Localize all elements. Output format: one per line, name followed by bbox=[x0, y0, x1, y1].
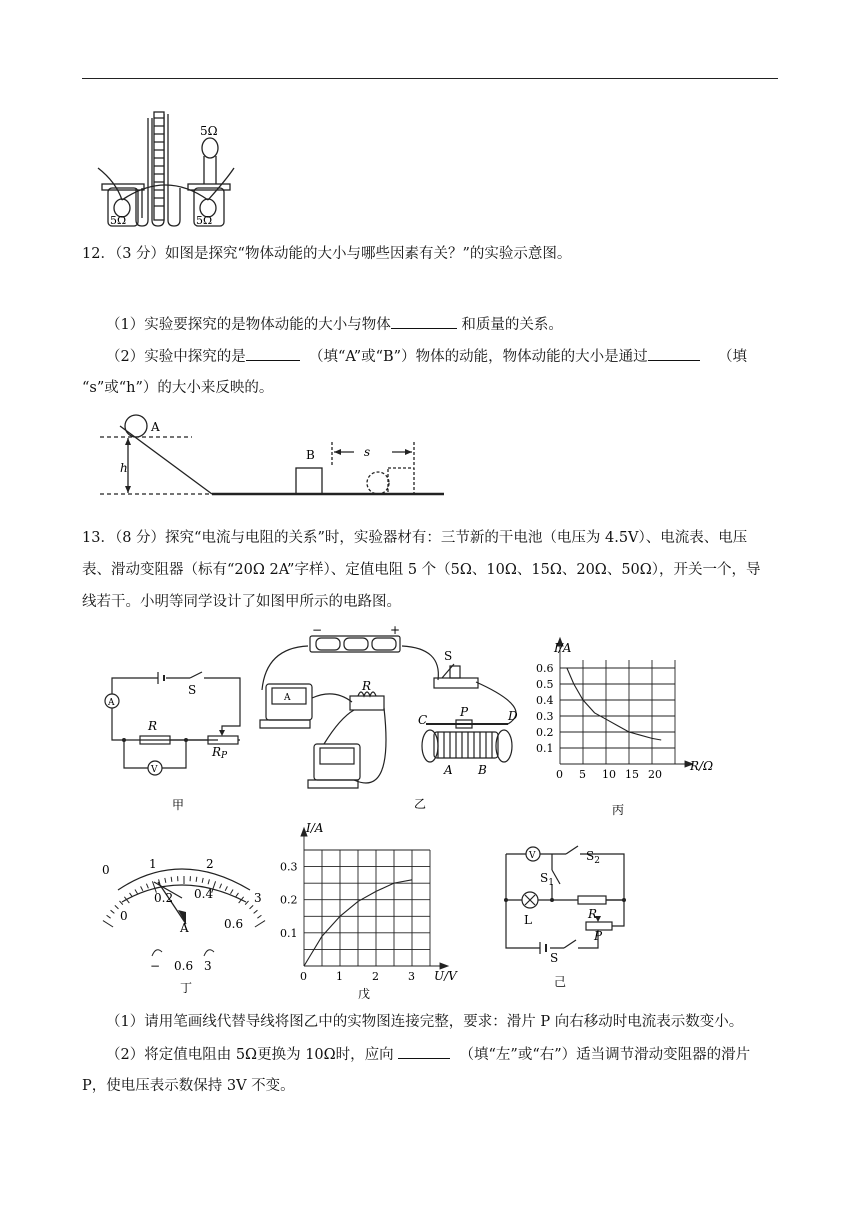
caption-bing: 丙 bbox=[612, 803, 625, 817]
q12-part2: （2）实验中探究的是 （填“A”或“B”）物体的动能，物体动能的大小是通过 （填 bbox=[106, 346, 747, 367]
bing-data-curve bbox=[567, 668, 661, 740]
bing-ylabel: I/A bbox=[554, 641, 572, 655]
slider-p-label: P bbox=[594, 929, 603, 943]
switch-s-label: S bbox=[188, 683, 197, 697]
answer-blank[interactable] bbox=[648, 346, 700, 361]
battery-minus: − bbox=[312, 623, 323, 637]
x-tick-label: 15 bbox=[625, 768, 639, 781]
terminal-b-label: B bbox=[478, 763, 487, 777]
q13-stem-line1: 13．（8 分）探究“电流与电阻的关系”时，实验器材有：三节新的干电池（电压为 4.5V）、电流表、电压 bbox=[82, 530, 748, 546]
dial-top-tick-1: 1 bbox=[149, 857, 157, 871]
dial-top-tick-0: 0 bbox=[102, 863, 110, 877]
resistor-right-label: 5Ω bbox=[196, 214, 213, 227]
terminal-0-6: 0.6 bbox=[174, 959, 194, 973]
x-tick-label: 0 bbox=[300, 970, 307, 983]
switch-s2-label: $S_2$ bbox=[586, 849, 600, 866]
graph-wu bbox=[282, 816, 458, 1002]
switch-s-label: S bbox=[550, 951, 559, 965]
resistor-top-label: 5Ω bbox=[200, 124, 218, 138]
lamp-l-label: L bbox=[524, 913, 532, 927]
q13-part2-cont: P，使电压表示数保持 3V 不变。 bbox=[82, 1078, 295, 1094]
x-tick-label: 20 bbox=[648, 768, 662, 781]
ammeter-symbol: A bbox=[108, 698, 115, 708]
dial-bottom-tick-0: 0 bbox=[120, 909, 128, 923]
x-tick-label: 0 bbox=[556, 768, 563, 781]
circuit-diagram-jia bbox=[100, 664, 250, 814]
q12-part2-cont: “s”或“h”）的大小来反映的。 bbox=[82, 380, 274, 396]
apparatus-diagram-yi bbox=[254, 623, 544, 818]
answer-blank[interactable] bbox=[246, 346, 300, 361]
resistor-left-label: 5Ω bbox=[110, 214, 127, 227]
terminal-minus: − bbox=[150, 959, 161, 973]
terminal-3: 3 bbox=[204, 959, 212, 973]
height-h-label: h bbox=[120, 461, 128, 475]
x-tick-label: 5 bbox=[579, 768, 586, 781]
resistor-r-label: R bbox=[362, 679, 372, 693]
x-tick-label: 10 bbox=[602, 768, 616, 781]
y-tick-label: 0.2 bbox=[536, 726, 554, 739]
caption-jia: 甲 bbox=[172, 798, 185, 812]
voltmeter-v-label: V bbox=[529, 851, 536, 861]
y-tick-label: 0.3 bbox=[536, 710, 554, 723]
rheostat-rp-label: RP bbox=[212, 745, 228, 761]
voltmeter-symbol: V bbox=[151, 765, 158, 775]
dial-bottom-tick-3: 0.6 bbox=[224, 917, 244, 931]
caption-yi: 乙 bbox=[414, 797, 427, 811]
q13-part1: （1）请用笔画线代替导线将图乙中的实物图连接完整，要求：滑片 P 向右移动时电流表示数变小。 bbox=[106, 1014, 744, 1030]
terminal-d-label: D bbox=[508, 709, 518, 723]
q12-stem: 12．（3 分）如图是探究“物体动能的大小与哪些因素有关？”的实验示意图。 bbox=[82, 246, 572, 262]
bing-xlabel: R/Ω bbox=[690, 759, 714, 773]
circuit-diagram-ji bbox=[494, 840, 644, 990]
caption-ji: 己 bbox=[554, 975, 567, 989]
battery-plus: + bbox=[390, 623, 401, 637]
ball-a-label: A bbox=[151, 420, 160, 434]
block-b-label: B bbox=[306, 448, 315, 462]
y-tick-label: 0.5 bbox=[536, 678, 554, 691]
switch-s1-label: $S_1$ bbox=[540, 871, 554, 888]
y-tick-label: 0.1 bbox=[280, 926, 298, 940]
dial-unit-label: A bbox=[180, 921, 189, 935]
q13-part2: （2）将定值电阻由 5Ω更换为 10Ω时，应向 （填“左”或“右”）适当调节滑动变阻器的滑片 bbox=[106, 1044, 750, 1065]
y-tick-label: 0.1 bbox=[536, 742, 554, 755]
wu-ylabel: I/A bbox=[306, 821, 324, 835]
x-tick-label: 2 bbox=[372, 970, 379, 983]
x-tick-label: 1 bbox=[336, 970, 343, 983]
header-rule bbox=[82, 78, 778, 79]
answer-blank[interactable] bbox=[398, 1044, 450, 1059]
terminal-a-label: A bbox=[444, 763, 453, 777]
resistor-r-label: R bbox=[588, 907, 598, 921]
graph-bing bbox=[532, 636, 732, 820]
ammeter-a-label: A bbox=[284, 693, 291, 703]
dial-bottom-tick-2: 0.4 bbox=[194, 887, 214, 901]
wu-xlabel: U/V bbox=[434, 969, 457, 983]
q12-part1: （1）实验要探究的是物体动能的大小与物体 和质量的关系。 bbox=[106, 314, 563, 335]
caption-ding: 丁 bbox=[180, 981, 193, 995]
y-tick-label: 0.6 bbox=[536, 662, 554, 675]
distance-s-label: s bbox=[364, 445, 371, 459]
y-tick-label: 0.2 bbox=[280, 893, 298, 907]
y-tick-label: 0.3 bbox=[280, 860, 298, 874]
y-tick-label: 0.4 bbox=[536, 694, 554, 707]
switch-s-label: S bbox=[444, 649, 453, 663]
q11-apparatus-figure bbox=[96, 108, 236, 230]
dial-top-tick-2: 2 bbox=[206, 857, 214, 871]
dial-bottom-tick-1: 0.2 bbox=[154, 891, 174, 905]
q13-stem-line3: 线若干。小明等同学设计了如图甲所示的电路图。 bbox=[82, 594, 401, 610]
answer-blank[interactable] bbox=[391, 314, 457, 329]
q13-stem-line2: 表、滑动变阻器（标有“20Ω 2A”字样）、定值电阻 5 个（5Ω、10Ω、15Ω、20Ω、50Ω），开关一个，导 bbox=[82, 562, 761, 578]
resistor-r-label: R bbox=[148, 719, 158, 733]
caption-wu: 戊 bbox=[358, 987, 371, 1001]
ammeter-dial-ding bbox=[96, 852, 276, 1000]
q12-ramp-figure bbox=[96, 412, 452, 504]
dial-top-tick-3: 3 bbox=[254, 891, 262, 905]
terminal-c-label: C bbox=[418, 713, 428, 727]
x-tick-label: 3 bbox=[408, 970, 415, 983]
slider-p-label: P bbox=[460, 705, 469, 719]
